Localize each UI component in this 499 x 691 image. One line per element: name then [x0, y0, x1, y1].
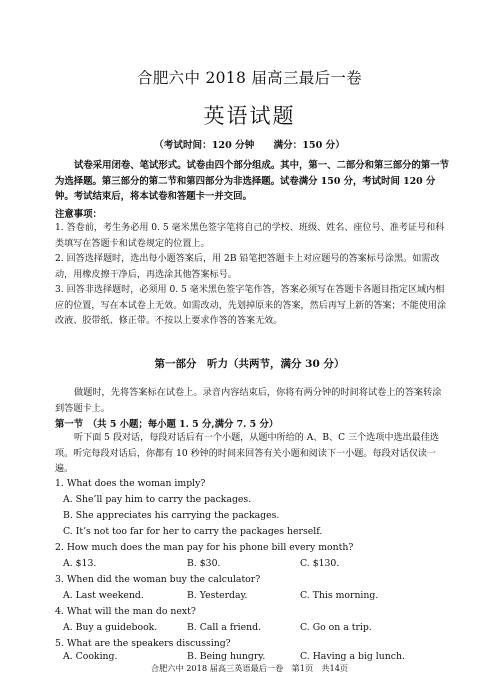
question-option: C. It’s not too far for her to carry the packages herself. [63, 526, 323, 537]
question-option: B. She appreciates his carrying the packages. [63, 510, 280, 521]
question-option: C. This morning. [300, 590, 379, 601]
section-intro: 听下面 5 段对话，每段对话后有一个小题，从题中所给的 A、B、C 三个选项中选出最佳选项。听完每段对话后，你都有 10 秒钟的时间来回答有关小题和阅读下一小题。每段对话仅读一遍。 [55, 433, 439, 474]
page-footer: 合肥六中 2018 届高三英语最后一卷 第1页 共14页 [150, 663, 349, 673]
question-stem: 3. When did the woman buy the calculator? [55, 574, 261, 585]
question-stem: 1. What does the woman imply? [55, 478, 206, 489]
notice-item: 1. 答卷前，考生务必用 0. 5 毫米黑色签字笔将自己的学校、班级、姓名、座位号、准考证号和科类填写在答题卡和试卷规定的位置上。 [55, 223, 445, 249]
exam-info: （考试时间：120 分钟 满分：150 分） [154, 140, 345, 151]
question-option: A. She’ll pay him to carry the packages. [63, 494, 252, 505]
question-option: B. Call a friend. [187, 622, 262, 633]
question-option: A. Last weekend. [63, 590, 144, 601]
section-title: 第一节 （共 5 小题；每小题 1. 5 分,满分 7. 5 分） [55, 419, 279, 430]
notice-item: 2. 回答选择题时，选出每小题答案后，用 2B 铅笔把答题卡上对应题号的答案标号涂黑。如需改动，用橡皮擦干净后，再选涂其他答案标号。 [55, 254, 440, 280]
subject-title: 英语试题 [203, 104, 296, 128]
question-option: C. Having a big lunch. [300, 651, 405, 662]
question-option: A. Buy a guidebook. [63, 622, 158, 633]
question-option: C. $130. [300, 558, 340, 569]
question-stem: 4. What will the man do next? [55, 606, 196, 617]
notice-title: 注意事项： [55, 209, 102, 220]
question-option: B. $30. [187, 558, 221, 569]
part-title: 第一部分 听力（共两节，满分 30 分） [154, 358, 345, 370]
exam-intro: 试卷采用闭卷、笔试形式。试卷由四个部分组成。其中，第一、二部分和第三部分的第一节为选择题。第三部分的第二节和第四部分为非选择题。试卷满分 150 分，考试时间 120 分钟。考试结束后，将本试卷和答题卡一并交回。 [55, 160, 450, 202]
question-stem: 5. What are the speakers discussing? [55, 638, 231, 649]
question-option: A. Cooking. [63, 651, 118, 662]
exam-title: 合肥六中 2018 届高三最后一卷 [137, 69, 362, 87]
question-option: B. Yesterday. [187, 590, 248, 601]
question-option: C. Go on a trip. [300, 622, 372, 633]
notice-item: 3. 回答非选择题时，必须用 0. 5 毫米黑色签字笔作答，答案必须写在答题卡各题目指定区域内相应的位置，写在本试卷上无效。如需改动，先划掉原来的答案，然后再写上新的答案；不能使用涂改液、胶带纸、修正带。不按以上要求作答的答案无效。 [55, 285, 447, 326]
part-intro: 做题时，先将答案标在试卷上。录音内容结束后，你将有两分钟的时间将试卷上的答案转涂到答题卡上。 [55, 387, 442, 414]
question-option: B. Being hungry. [187, 651, 266, 662]
question-option: A. $13. [63, 558, 97, 569]
question-stem: 2. How much does the man pay for his phone bill every month? [55, 542, 354, 553]
